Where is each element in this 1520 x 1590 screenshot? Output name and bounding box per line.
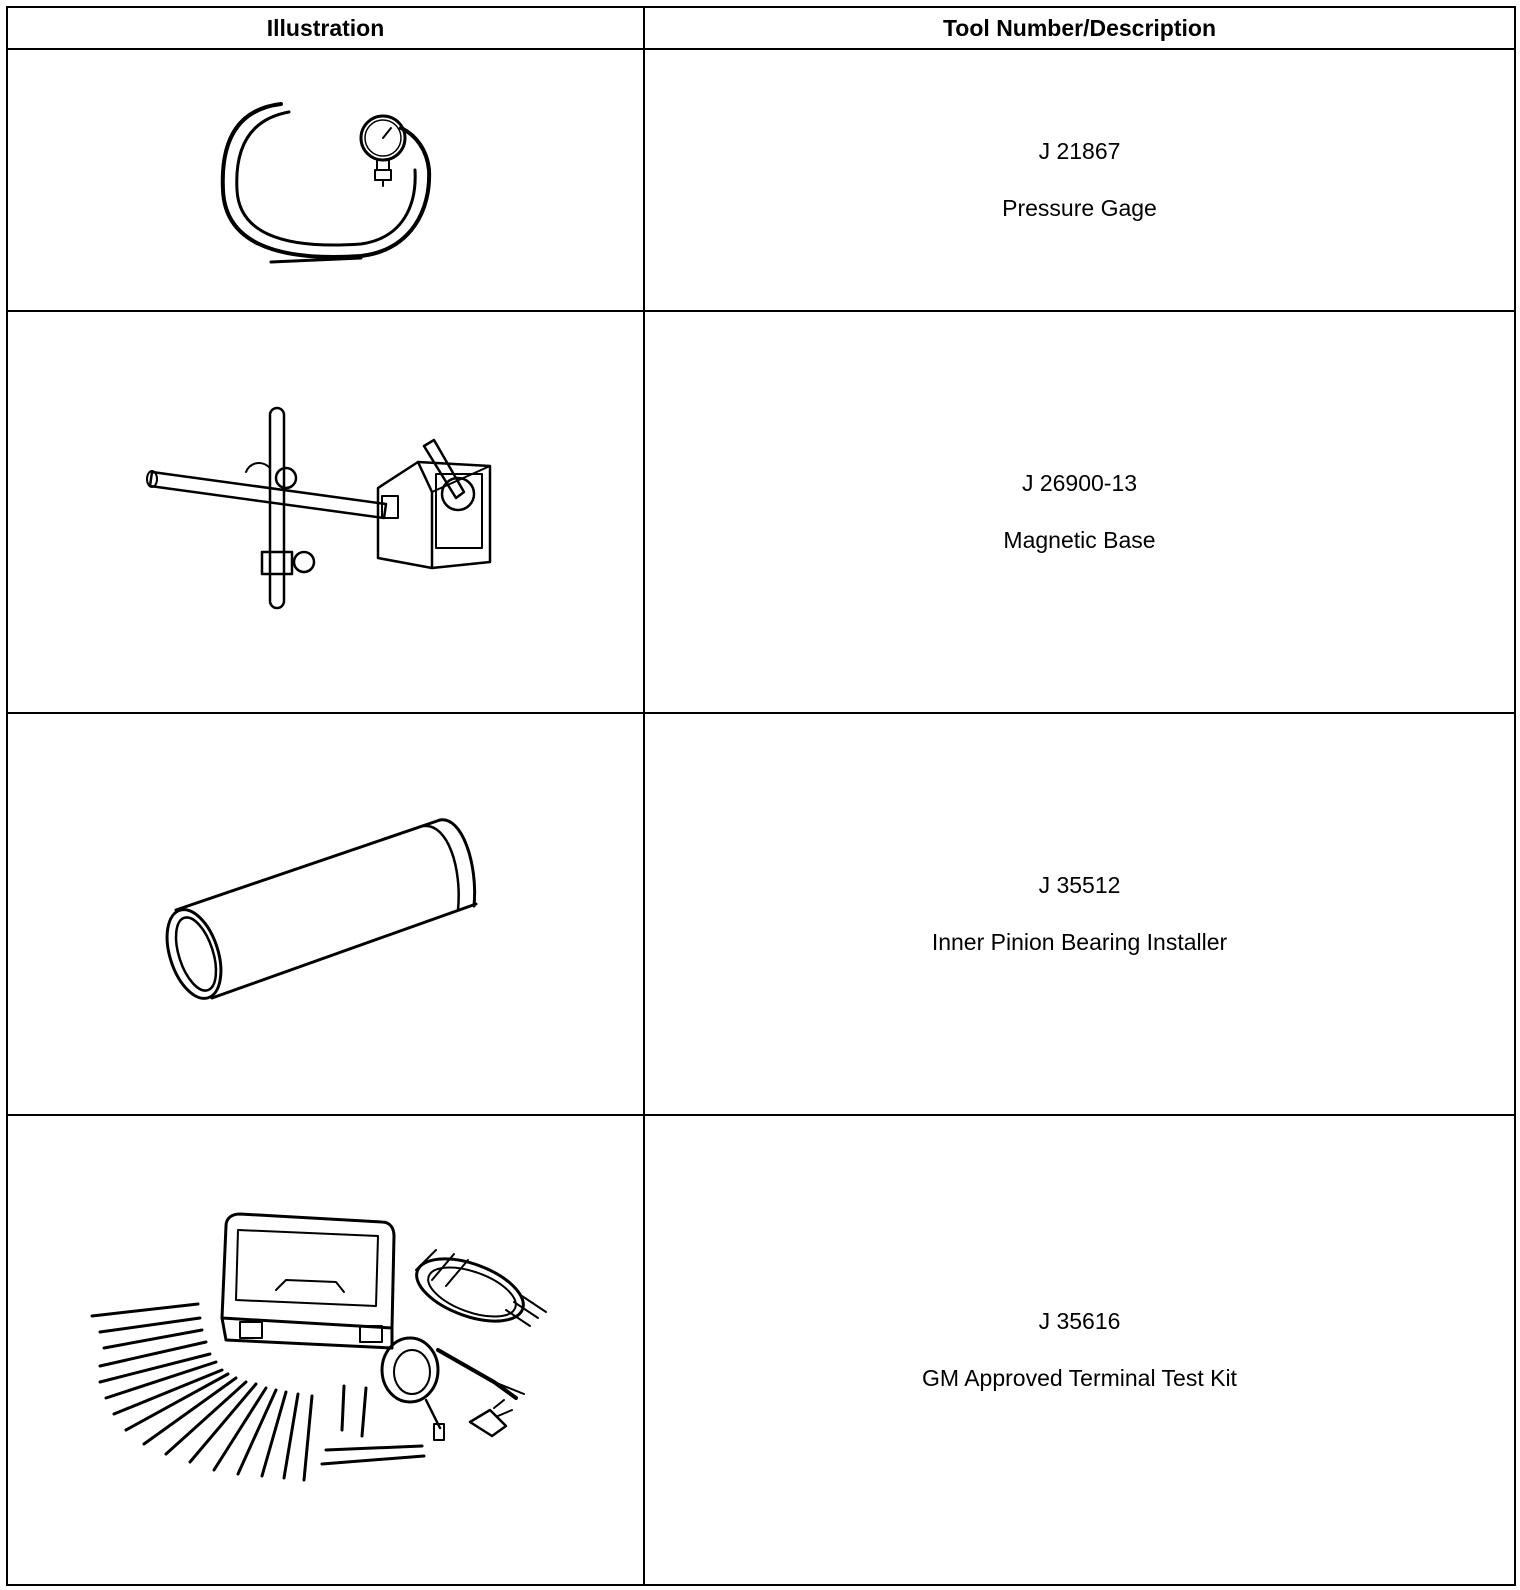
- tool-description: Pressure Gage: [1002, 194, 1157, 221]
- pressure-gage-icon: [211, 90, 441, 270]
- description-cell: [644, 311, 1515, 713]
- illustration-cell: [7, 49, 644, 311]
- terminal-test-kit-icon: [86, 1210, 566, 1490]
- table-row: [7, 1115, 1515, 1585]
- tool-number: J 26900-13: [1021, 469, 1138, 496]
- tool-number: J 21867: [1038, 137, 1121, 164]
- table-row: [7, 311, 1515, 713]
- tool-column-header: Tool Number/Description: [644, 7, 1515, 49]
- illustration-column-header: Illustration: [7, 7, 644, 49]
- special-tools-table: [6, 6, 1516, 1586]
- description-cell: [644, 713, 1515, 1115]
- tool-description: Inner Pinion Bearing Installer: [931, 928, 1228, 955]
- table-row: [7, 49, 1515, 311]
- illustration-cell: [7, 311, 644, 713]
- tool-description: GM Approved Terminal Test Kit: [922, 1364, 1237, 1391]
- illustration-cell: [7, 713, 644, 1115]
- illustration-cell: [7, 1115, 644, 1585]
- table-row: [7, 713, 1515, 1115]
- tool-number: J 35616: [1038, 1307, 1121, 1334]
- description-cell: [644, 1115, 1515, 1585]
- tool-number: J 35512: [1038, 871, 1121, 898]
- bearing-installer-icon: [156, 814, 496, 1014]
- tool-description: Magnetic Base: [1003, 526, 1156, 553]
- header-row: [7, 7, 1515, 49]
- description-cell: [644, 49, 1515, 311]
- magnetic-base-icon: [146, 402, 506, 622]
